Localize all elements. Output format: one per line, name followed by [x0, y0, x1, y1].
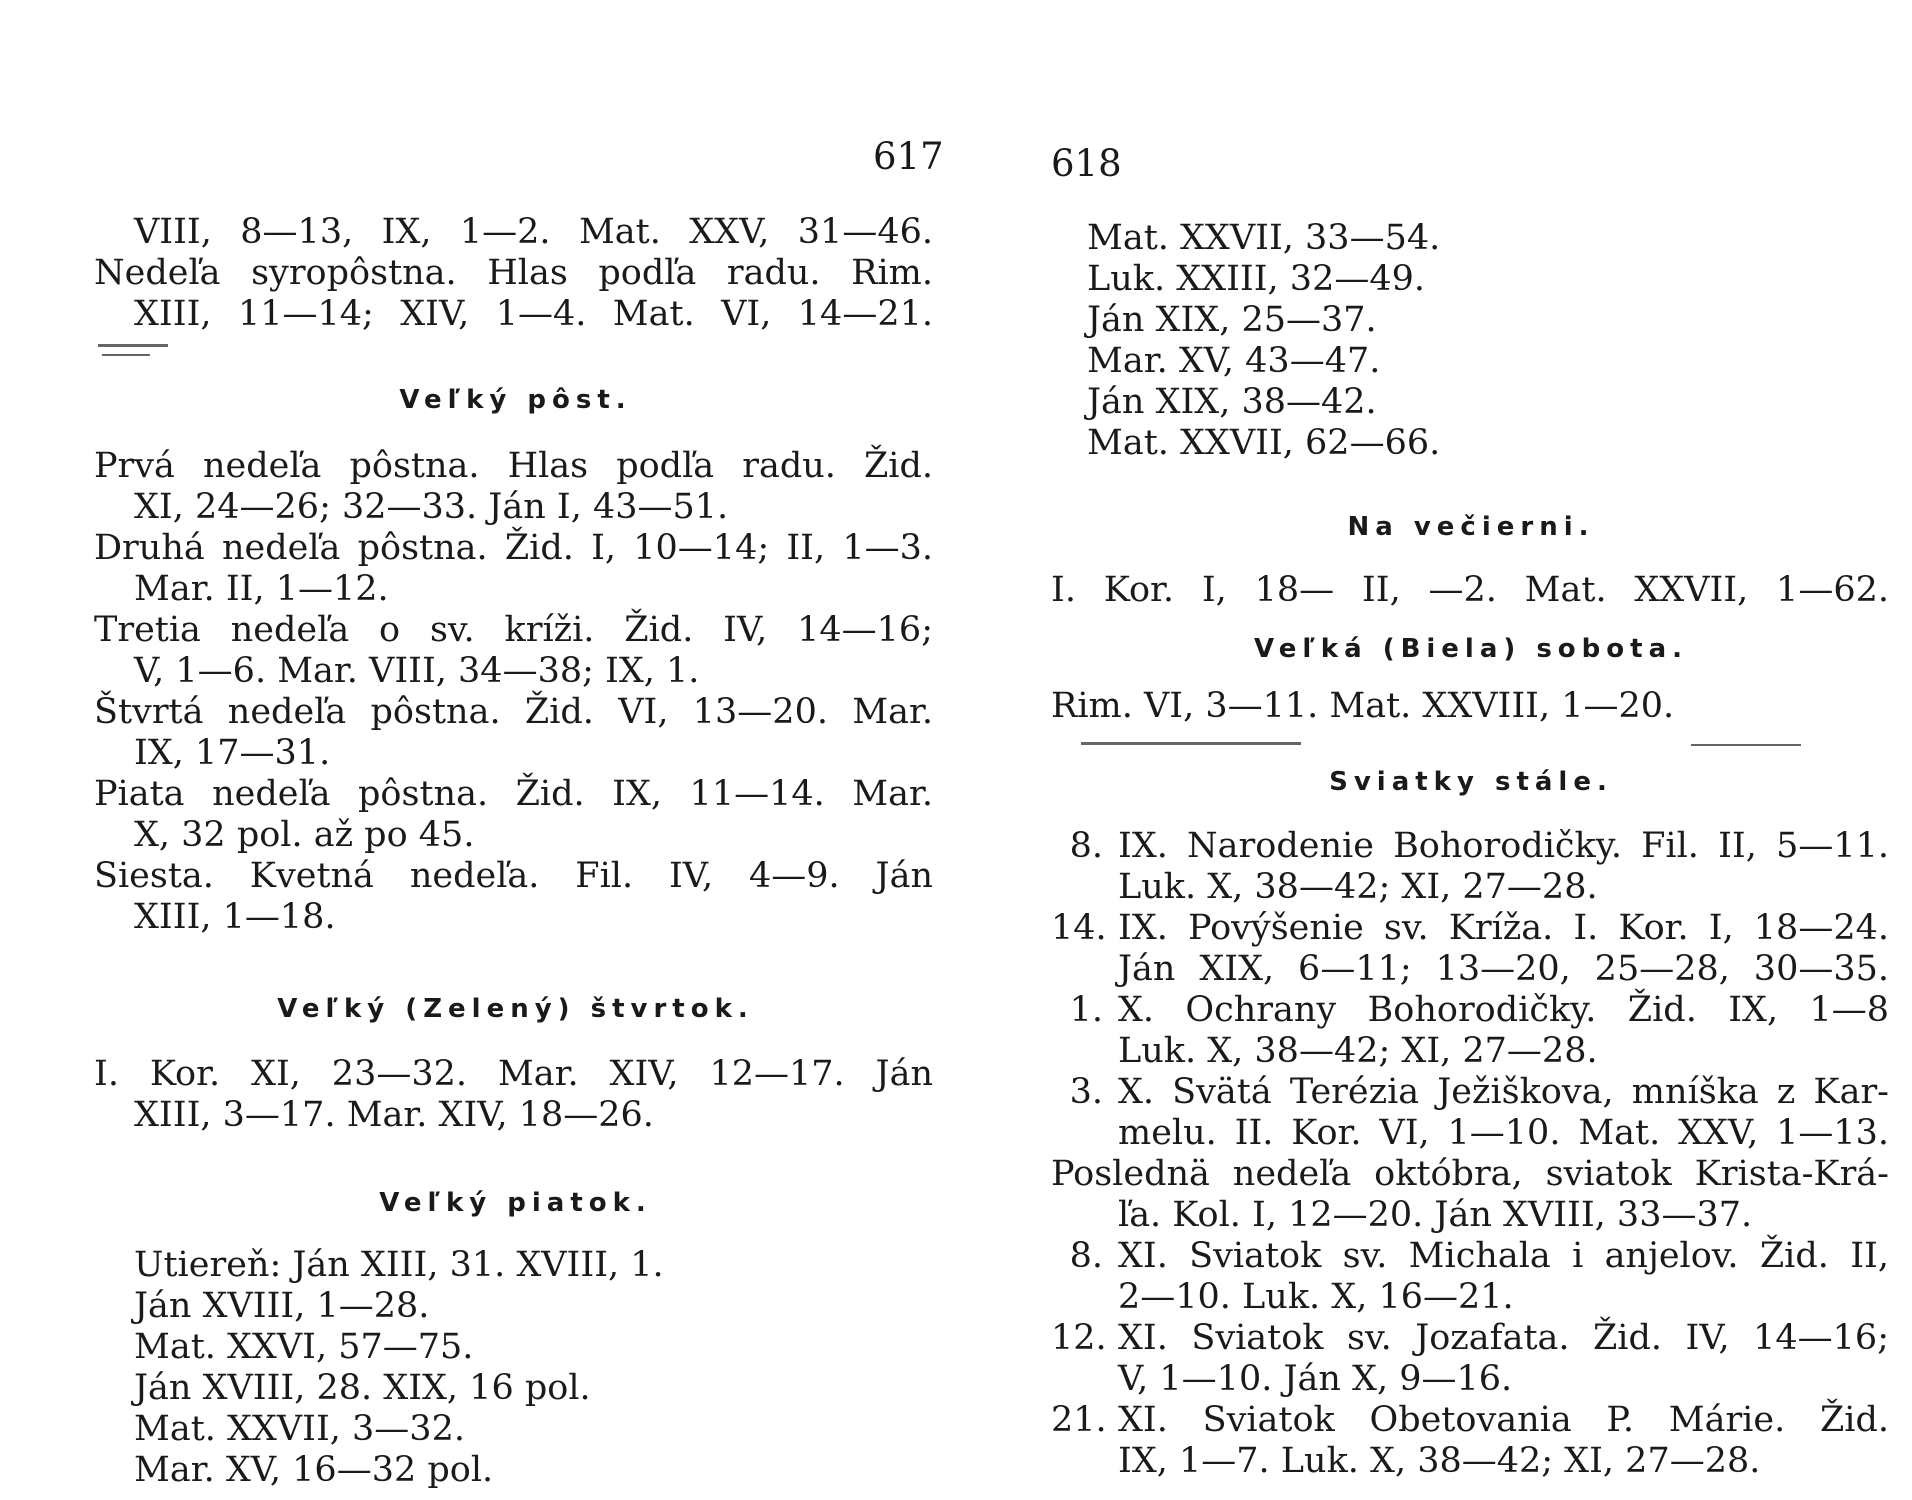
feast-day-number: 14. — [1051, 908, 1107, 948]
text-line: Luk. XXIII, 32—49. — [1087, 259, 1426, 299]
feast-text: X. Ochrany Bohorodičky. Žid. IX, 1—8 — [1118, 990, 1889, 1030]
feast-text: Poslednä nedeľa októbra, sviatok Krista-Krá- — [1051, 1154, 1889, 1194]
feast-text: melu. II. Kor. VI, 1—10. Mat. XXV, 1—13. — [1118, 1113, 1889, 1153]
text-line: Rim. VI, 3—11. Mat. XXVIII, 1—20. — [1051, 686, 1675, 726]
print-speck — [98, 344, 168, 347]
text-line: Mat. XXVII, 33—54. — [1087, 218, 1441, 258]
feast-text: IX, 1—7. Luk. X, 38—42; XI, 27—28. — [1118, 1441, 1761, 1481]
feast-text: Luk. X, 38—42; XI, 27—28. — [1118, 867, 1598, 907]
page-number-618: 618 — [1051, 142, 1122, 185]
text-line: Prvá nedeľa pôstna. Hlas podľa radu. Žid. — [94, 446, 933, 486]
text-line: Siesta. Kvetná nedeľa. Fil. IV, 4—9. Ján — [94, 856, 933, 896]
feast-day-number: 8. — [1069, 826, 1103, 866]
feast-entry — [1051, 826, 1891, 908]
feast-entry — [1051, 1154, 1891, 1236]
text-line: Ján XIX, 38—42. — [1087, 382, 1377, 422]
feast-day-number: 3. — [1069, 1072, 1103, 1112]
print-speck — [1081, 742, 1301, 745]
feast-text: V, 1—10. Ján X, 9—16. — [1118, 1359, 1513, 1399]
feast-entry — [1051, 1400, 1891, 1482]
text-line: Mat. XXVII, 62—66. — [1087, 423, 1441, 463]
print-speck — [102, 354, 150, 356]
feast-text: XI. Sviatok Obetovania P. Márie. Žid. — [1118, 1400, 1889, 1440]
feast-entry — [1051, 990, 1891, 1072]
feast-day-number: 8. — [1069, 1236, 1103, 1276]
text-line: XIII, 3—17. Mar. XIV, 18—26. — [134, 1095, 654, 1135]
section-heading-holy-saturday: Veľká (Biela) sobota. — [1254, 634, 1688, 664]
text-line: Mat. XXVI, 57—75. — [134, 1327, 474, 1367]
feast-text: Ján XIX, 6—11; 13—20, 25—28, 30—35. — [1118, 949, 1889, 989]
text-line: IX, 17—31. — [134, 733, 331, 773]
feast-day-number: 21. — [1051, 1400, 1107, 1440]
section-heading-great-lent: Veľký pôst. — [399, 385, 632, 415]
text-line: V, 1—6. Mar. VIII, 34—38; IX, 1. — [134, 651, 700, 691]
text-line: Mat. XXVII, 3—32. — [134, 1409, 465, 1449]
section-heading-holy-thursday: Veľký (Zelený) štvrtok. — [277, 994, 754, 1024]
text-line: Mar. XV, 43—47. — [1087, 341, 1381, 381]
text-line: Mar. II, 1—12. — [134, 569, 389, 609]
section-heading-good-friday: Veľký piatok. — [379, 1188, 652, 1218]
feast-text: Luk. X, 38—42; XI, 27—28. — [1118, 1031, 1598, 1071]
text-line: Ján XIX, 25—37. — [1087, 300, 1377, 340]
page-number-617: 617 — [873, 135, 944, 178]
section-heading-vespers: Na večierni. — [1347, 512, 1595, 542]
feast-entry — [1051, 1072, 1891, 1154]
text-line: Nedeľa syropôstna. Hlas podľa radu. Rim. — [94, 253, 933, 293]
text-line: Piata nedeľa pôstna. Žid. IX, 11—14. Mar. — [94, 774, 933, 814]
text-line: Druhá nedeľa pôstna. Žid. I, 10—14; II, 1—3. — [94, 528, 933, 568]
text-line: X, 32 pol. až po 45. — [134, 815, 475, 855]
section-heading-fixed-feasts: Sviatky stále. — [1329, 767, 1613, 797]
feast-text: IX. Narodenie Bohorodičky. Fil. II, 5—11. — [1118, 826, 1889, 866]
text-line: XI, 24—26; 32—33. Ján I, 43—51. — [134, 487, 729, 527]
feast-text: ľa. Kol. I, 12—20. Ján XVIII, 33—37. — [1118, 1195, 1753, 1235]
feast-day-number: 12. — [1051, 1318, 1107, 1358]
print-speck — [1691, 744, 1801, 746]
text-line: I. Kor. I, 18— II, —2. Mat. XXVII, 1—62. — [1051, 570, 1889, 610]
feast-entry — [1051, 1318, 1891, 1400]
text-line: XIII, 1—18. — [134, 897, 336, 937]
feast-day-number: 1. — [1069, 990, 1103, 1030]
text-line: Ján XVIII, 28. XIX, 16 pol. — [134, 1368, 591, 1408]
text-line: Utiereň: Ján XIII, 31. XVIII, 1. — [134, 1245, 664, 1285]
text-line: Štvrtá nedeľa pôstna. Žid. VI, 13—20. Mar. — [94, 692, 933, 732]
feast-text: X. Svätá Terézia Ježiškova, mníška z Kar- — [1118, 1072, 1889, 1112]
feast-text: XI. Sviatok sv. Jozafata. Žid. IV, 14—16; — [1118, 1318, 1889, 1358]
text-line: VIII, 8—13, IX, 1—2. Mat. XXV, 31—46. — [134, 212, 933, 252]
feast-entry — [1051, 1236, 1891, 1318]
text-line: I. Kor. XI, 23—32. Mar. XIV, 12—17. Ján — [94, 1054, 933, 1094]
feast-entry — [1051, 908, 1891, 990]
feast-text: XI. Sviatok sv. Michala i anjelov. Žid. II, — [1118, 1236, 1889, 1276]
text-line: Tretia nedeľa o sv. kríži. Žid. IV, 14—16; — [94, 610, 933, 650]
feast-text: 2—10. Luk. X, 16—21. — [1118, 1277, 1514, 1317]
text-line: XIII, 11—14; XIV, 1—4. Mat. VI, 14—21. — [134, 294, 933, 334]
text-line: Ján XVIII, 1—28. — [134, 1286, 430, 1326]
feast-text: IX. Povýšenie sv. Kríža. I. Kor. I, 18—24. — [1118, 908, 1889, 948]
text-line: Mar. XV, 16—32 pol. — [134, 1450, 494, 1490]
